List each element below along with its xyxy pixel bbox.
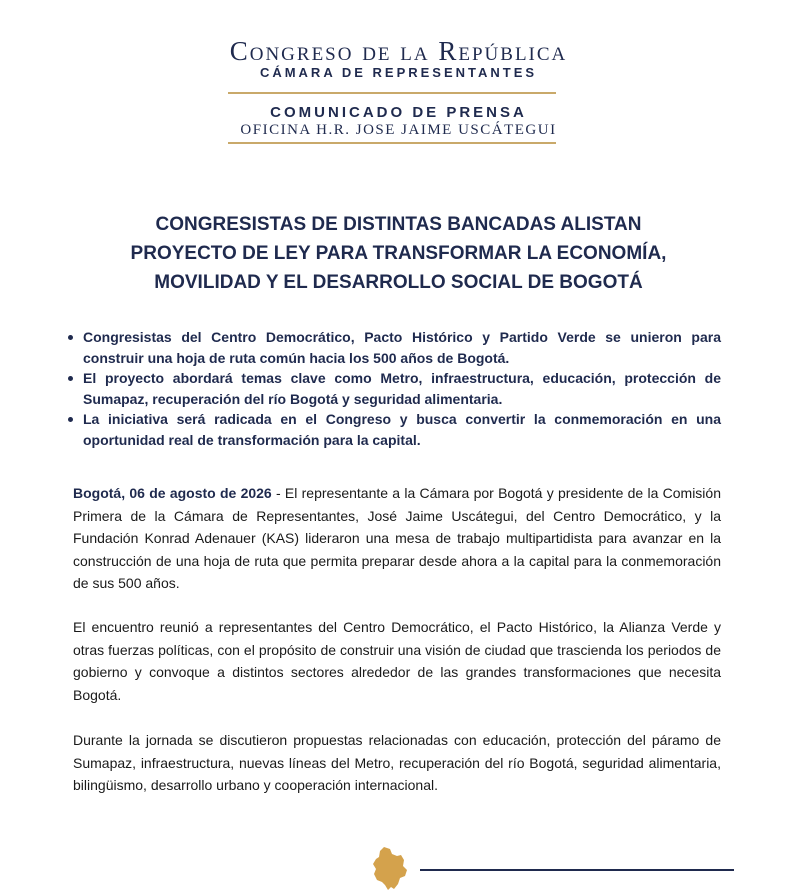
bullet-icon: [68, 417, 73, 422]
body-paragraph: [73, 482, 721, 595]
bullet-text: La iniciativa será radicada en el Congreso y busca convertir la conmemoración en una oportunidad real de transformación para la capital.: [83, 411, 721, 448]
headline-line: PROYECTO DE LEY PARA TRANSFORMAR LA ECONOMÍA,: [130, 243, 667, 264]
press-release-label: COMUNICADO DE PRENSA: [270, 104, 527, 121]
divider-top: [228, 92, 556, 94]
headline: [60, 210, 737, 297]
dateline: Bogotá, 06 de agosto de 2026: [73, 485, 272, 501]
bullet-item: [66, 368, 721, 409]
bullet-item: [66, 327, 721, 368]
bullet-text: El proyecto abordará temas clave como Metro, infraestructura, educación, protección de Sumapaz, recuperación del río Bogotá y seguridad alimentaria.: [83, 370, 721, 407]
headline-line: MOVILIDAD Y EL DESARROLLO SOCIAL DE BOGOTÁ: [154, 272, 643, 293]
chamber-subtitle: CÁMARA DE REPRESENTANTES: [259, 65, 538, 80]
bullet-item: [66, 409, 721, 450]
headline-line: CONGRESISTAS DE DISTINTAS BANCADAS ALISTAN: [155, 214, 642, 235]
body-paragraph: Durante la jornada se discutieron propuestas relacionadas con educación, protección del páramo de Sumapaz, infraestructura, nuevas líneas del Metro, recuperación del río Bogotá, seguridad alimentaria, bilingüismo, desarrollo urbano y cooperación internacional.: [73, 732, 721, 793]
body-paragraph: El encuentro reunió a representantes del Centro Democrático, el Pacto Histórico, la Alianza Verde y otras fuerzas políticas, con el propósito de construir una visión de ciudad que trascienda los periodos de gobierno y convoque a distintos sectores alrededor de las grandes transformaciones que necesita Bogotá.: [73, 619, 721, 703]
colombia-map-icon: [370, 845, 410, 892]
bullet-text: Congresistas del Centro Democrático, Pacto Histórico y Partido Verde se unieron para construir una hoja de ruta común hacia los 500 años de Bogotá.: [83, 329, 721, 366]
footer-divider: [420, 869, 734, 871]
organization-title: Congreso de la República: [229, 36, 568, 66]
divider-bottom: [228, 142, 556, 144]
office-label: OFICINA H.R. JOSE JAIME USCÁTEGUI: [240, 122, 557, 138]
bullet-icon: [68, 335, 73, 340]
paragraph-text: - El representante a la Cámara por Bogotá y presidente de la Comisión Primera de la Cámara de Representantes, José Jaime Uscátegui, del Centro Democrático, y la Fundación Konrad Adenauer (KAS) lideraron una mesa de trabajo multipartidista para avanzar en la construcción de una hoja de ruta que permita preparar desde ahora a la capital para la conmemoración de sus 500 años.: [73, 485, 721, 591]
summary-bullets: [66, 327, 721, 450]
bullet-icon: [68, 376, 73, 381]
